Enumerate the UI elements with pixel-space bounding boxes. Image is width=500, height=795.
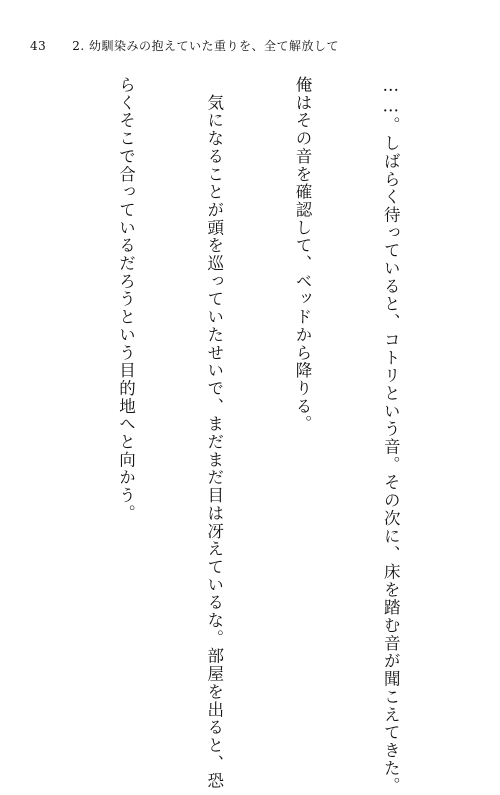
chapter-title: 2. 幼馴染みの抱えていた重りを、全て解放して [72,39,340,53]
running-header [30,37,339,54]
text-line: ……。しばらく待っていると、コトリという音。その次に、床を踏む音が聞こえてきた。 [381,76,401,795]
text-line: らくそこで合っているだろうという目的地へと向かう。 [116,76,136,523]
text-line: 気になることが頭を巡っていたせいで、まだまだ目は冴えているな。部屋を出ると、恐 [204,76,224,790]
vertical-body-text [0,76,464,795]
page-number: 43 [30,39,47,53]
text-line: 俺はその音を確認して、ベッドから降りる。 [292,76,312,433]
